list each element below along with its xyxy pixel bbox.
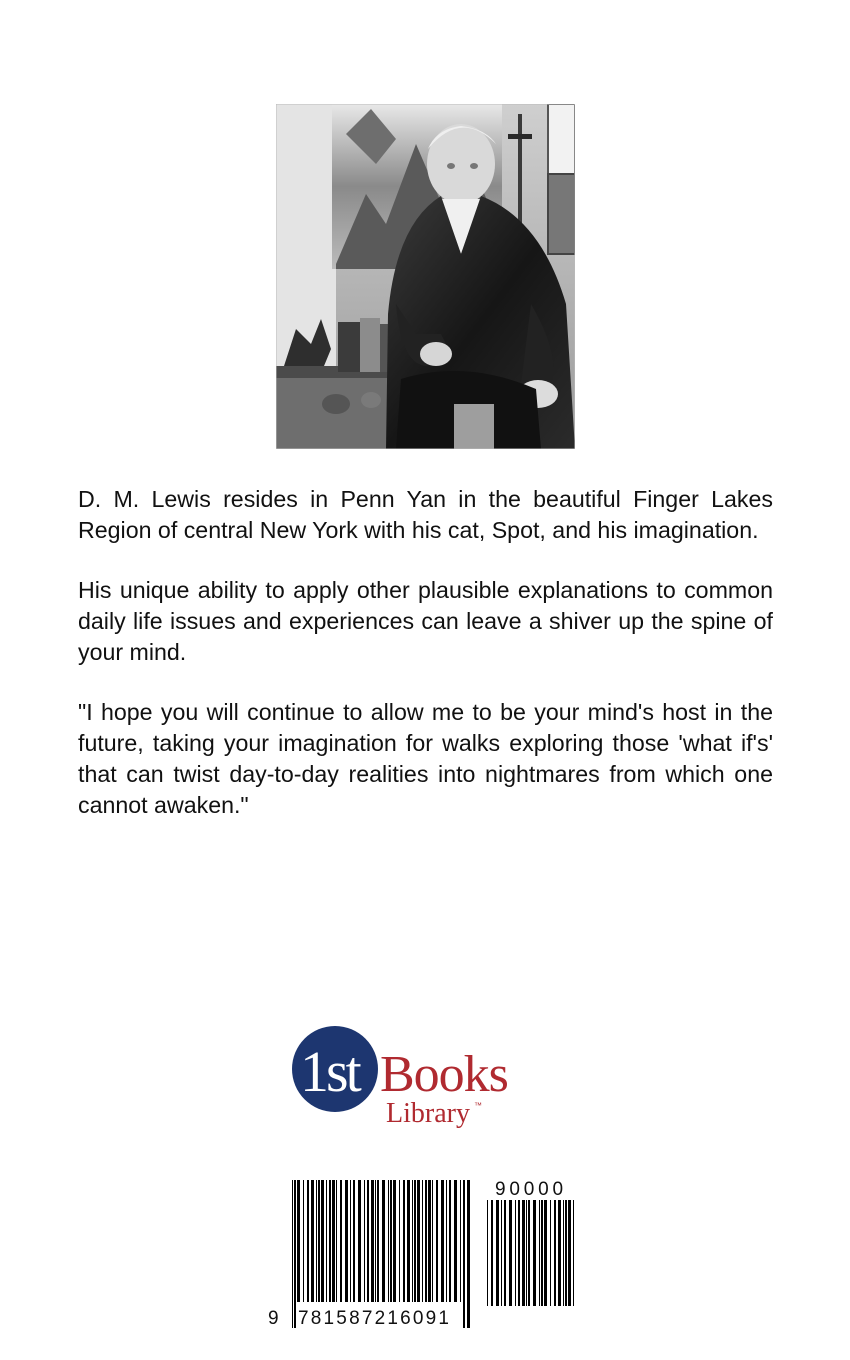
isbn-barcode (262, 1174, 592, 1334)
bio-quote: "I hope you will continue to allow me to be your mind's host in the future, taking your imagination for walks exploring those 'what if's' that can twist day-to-day realities into nightmares from which one cannot awaken." (78, 699, 773, 818)
barcode-bar (367, 1180, 369, 1302)
barcode-bar (345, 1180, 348, 1302)
barcode-bar (501, 1200, 502, 1306)
barcode-bar (417, 1180, 420, 1302)
barcode-bar (407, 1180, 410, 1302)
barcode-bar (336, 1180, 337, 1302)
barcode-bar (399, 1180, 400, 1302)
barcode-bar (544, 1200, 547, 1306)
barcode-bar (350, 1180, 351, 1302)
barcode-bar (292, 1180, 293, 1328)
barcode-bar (382, 1180, 385, 1302)
barcode-bar (318, 1180, 320, 1302)
barcode-bar (463, 1180, 465, 1328)
bio-paragraph: D. M. Lewis resides in Penn Yan in the beautiful Finger Lakes Region of central New York with his cat, Spot, and his imagination. (78, 486, 773, 543)
barcode-bar (340, 1180, 342, 1302)
barcode-bar (568, 1200, 571, 1306)
barcode-bar (526, 1200, 527, 1306)
barcode-bar (563, 1200, 564, 1306)
barcode-bar (422, 1180, 423, 1302)
barcode-bar (441, 1180, 444, 1302)
barcode-bar (491, 1200, 493, 1306)
barcode-bar (518, 1200, 520, 1306)
author-photo (276, 104, 575, 449)
barcode-bar (515, 1200, 516, 1306)
barcode-bar (522, 1200, 525, 1306)
logo-word: Books (380, 1046, 508, 1103)
barcode-bar (449, 1180, 451, 1302)
publisher-logo (292, 1022, 537, 1132)
logo-sub: Library (386, 1098, 470, 1129)
barcode-bar (297, 1180, 300, 1302)
barcode-bar (316, 1180, 317, 1302)
barcode-bar (321, 1180, 324, 1302)
barcode-bar (311, 1180, 314, 1302)
barcode-bar (460, 1180, 461, 1302)
barcode-bar (467, 1180, 470, 1328)
barcode-bar (541, 1200, 543, 1306)
barcode-bar (432, 1180, 433, 1302)
isbn-digits: 781587216091 (298, 1308, 452, 1329)
barcode-bar (428, 1180, 431, 1302)
barcode-bar (533, 1200, 536, 1306)
barcode-bar (390, 1180, 392, 1302)
author-bio (78, 484, 773, 850)
barcode-bar (329, 1180, 331, 1302)
barcode-bar (371, 1180, 374, 1302)
barcode-bar (554, 1200, 556, 1306)
barcode-bar (353, 1180, 355, 1302)
barcode-bar (393, 1180, 396, 1302)
barcode-bar (403, 1180, 405, 1302)
trademark: ™ (474, 1101, 482, 1110)
barcode-bar (436, 1180, 438, 1302)
barcode-bar (487, 1200, 488, 1306)
barcode-bar (326, 1180, 327, 1302)
barcode-bar (377, 1180, 379, 1302)
barcode-bar (446, 1180, 447, 1302)
barcode-bar (358, 1180, 361, 1302)
addon-digits: 90000 (495, 1179, 567, 1200)
barcode-bar (539, 1200, 540, 1306)
barcode-bar (412, 1180, 413, 1302)
barcode-bar (454, 1180, 457, 1302)
logo-number: 1st (300, 1039, 359, 1104)
barcode-bar (425, 1180, 427, 1302)
barcode-bar (496, 1200, 499, 1306)
barcode-bar (332, 1180, 335, 1302)
barcode-bar (558, 1200, 561, 1306)
barcode-bar (528, 1200, 530, 1306)
barcode-bar (414, 1180, 416, 1302)
barcode-bar (573, 1200, 574, 1306)
barcode-bar (509, 1200, 512, 1306)
barcode-bar (504, 1200, 506, 1306)
bio-paragraph: His unique ability to apply other plausible explanations to common daily life issues and experiences can leave a shiver up the spine of your mind. (78, 577, 773, 665)
barcode-bar (375, 1180, 376, 1302)
barcode-bar (303, 1180, 304, 1302)
barcode-bar (550, 1200, 551, 1306)
barcode-bar (307, 1180, 309, 1302)
isbn-first-digit: 9 (268, 1308, 279, 1329)
barcode-bar (388, 1180, 389, 1302)
barcode-bar (294, 1180, 296, 1328)
barcode-bar (364, 1180, 365, 1302)
barcode-bar (565, 1200, 567, 1306)
